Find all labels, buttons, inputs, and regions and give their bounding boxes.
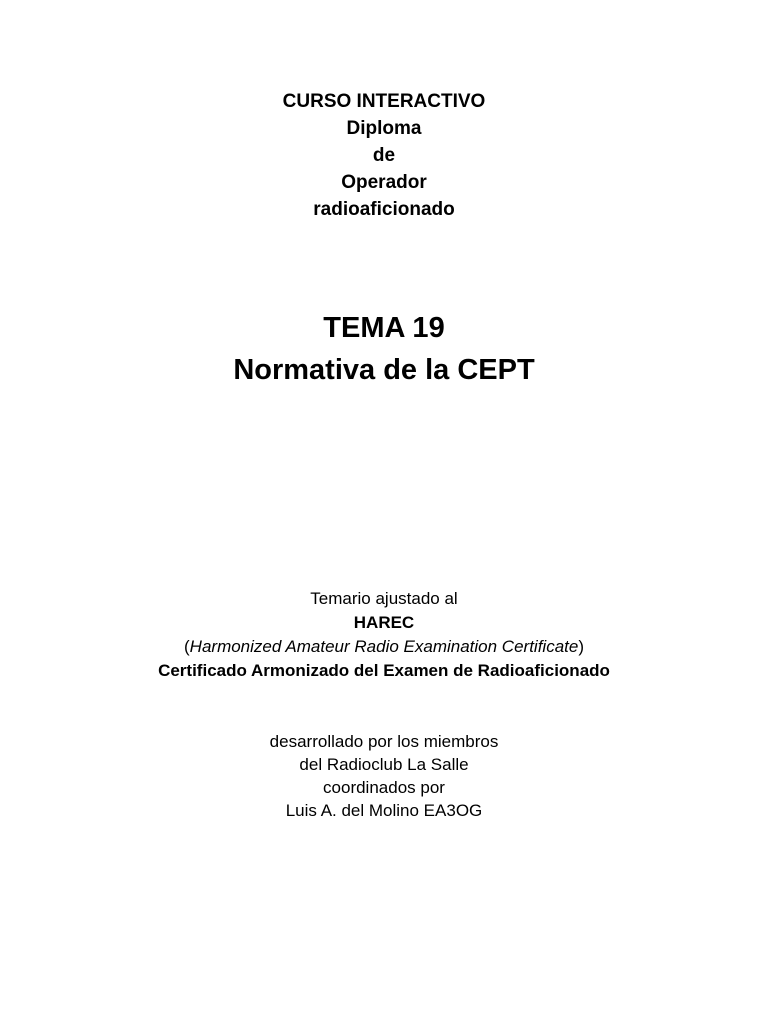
syllabus-intro: Temario ajustado al [310,589,458,608]
topic-number: TEMA 19 [323,312,445,344]
open-paren: ( [184,637,190,656]
credits-section [0,730,768,822]
course-subtitle-line: de [372,145,396,166]
topic-heading [0,307,768,391]
syllabus-section [0,587,768,683]
course-subtitle-line: Operador [341,172,427,193]
syllabus-english-line [0,635,768,659]
course-subtitle-line: radioaficionado [313,199,455,220]
syllabus-english-name: Harmonized Amateur Radio Examination Certificate [189,637,579,656]
credits-line: coordinados por [323,778,445,797]
course-subtitle-line: Diploma [346,118,422,139]
course-title: CURSO INTERACTIVO [282,91,486,112]
syllabus-acronym: HAREC [353,613,415,632]
credits-line: del Radioclub La Salle [299,755,469,774]
credits-line: desarrollado por los miembros [269,732,499,751]
close-paren: ) [578,637,584,656]
course-heading [0,88,768,223]
topic-title: Normativa de la CEPT [233,354,535,386]
syllabus-spanish-name: Certificado Armonizado del Examen de Radioaficionado [158,661,610,680]
credits-author: Luis A. del Molino EA3OG [285,801,483,820]
